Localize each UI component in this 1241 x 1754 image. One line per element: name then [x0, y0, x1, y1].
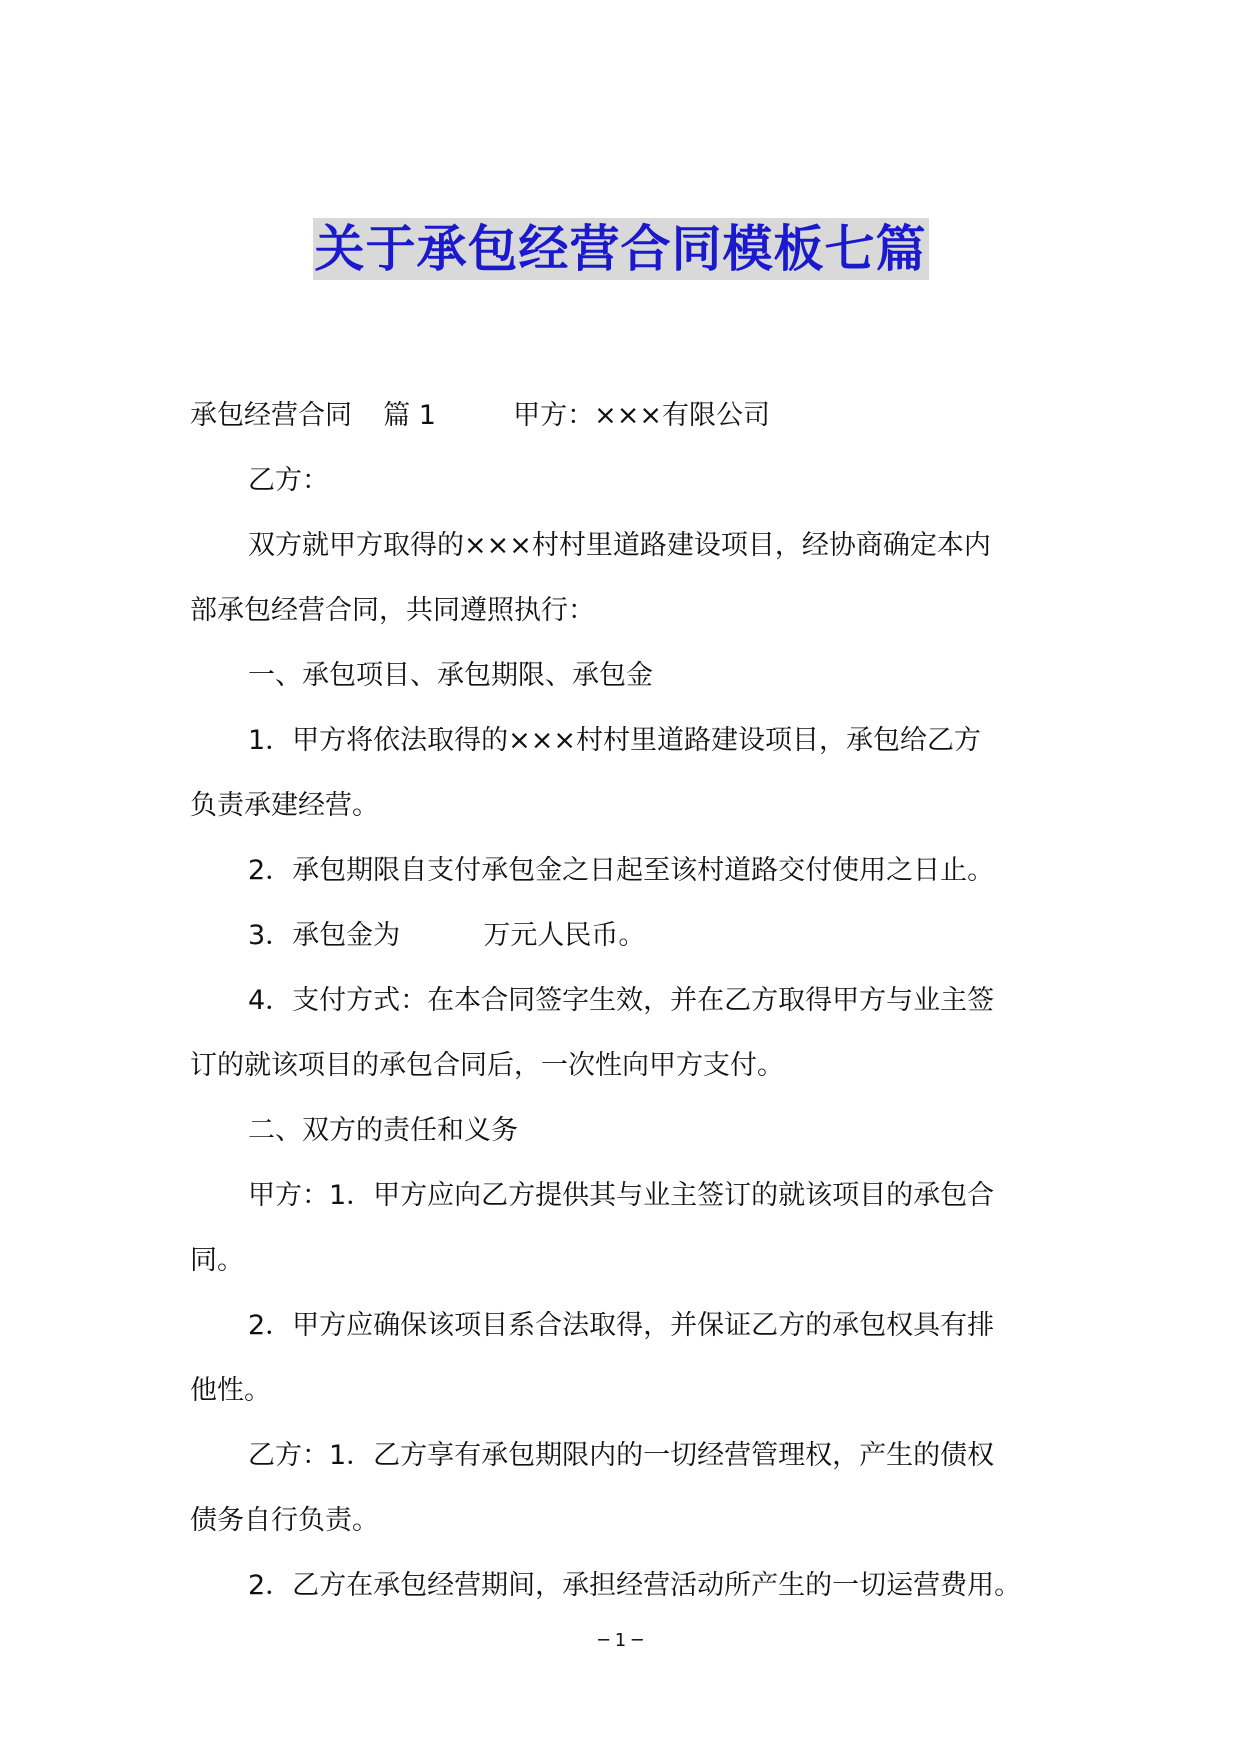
paragraph-line: 同。: [190, 1245, 244, 1276]
contract-name: 承包经营合同: [190, 400, 352, 431]
title-container: [0, 218, 1241, 280]
paragraph-line: 订的就该项目的承包合同后，一次性向甲方支付。: [190, 1050, 784, 1081]
paragraph-line: 部承包经营合同，共同遵照执行：: [190, 595, 595, 626]
party-a-line: 甲方：×××有限公司: [513, 400, 771, 431]
document-title: 关于承包经营合同模板七篇: [314, 220, 927, 278]
contract-fee-label: 3．承包金为: [248, 920, 401, 951]
paragraph-line: 甲方：1．甲方应向乙方提供其与业主签订的就该项目的承包合: [248, 1180, 995, 1211]
paragraph-line: 负责承建经营。: [190, 790, 379, 821]
paragraph-line: 双方就甲方取得的×××村村里道路建设项目，经协商确定本内: [248, 530, 991, 561]
section-heading: 二、双方的责任和义务: [248, 1115, 518, 1146]
paragraph-line: 2．承包期限自支付承包金之日起至该村道路交付使用之日止。: [248, 855, 995, 886]
contract-fee-unit: 万元人民币。: [483, 920, 646, 951]
contract-number: 篇 1: [383, 400, 436, 431]
paragraph-line: 他性。: [190, 1375, 271, 1406]
document-body: [190, 383, 1050, 1618]
paragraph-line: 1．甲方将依法取得的×××村村里道路建设项目，承包给乙方: [248, 725, 982, 756]
party-b-line: 乙方：: [248, 465, 329, 496]
paragraph-line: 2．甲方应确保该项目系合法取得，并保证乙方的承包权具有排: [248, 1310, 995, 1341]
paragraph-line: 债务自行负责。: [190, 1505, 379, 1536]
paragraph-line: 乙方：1．乙方享有承包期限内的一切经营管理权，产生的债权: [248, 1440, 995, 1471]
paragraph-line: 4．支付方式：在本合同签字生效，并在乙方取得甲方与业主签: [248, 985, 995, 1016]
contract-header-line: [190, 383, 1050, 448]
contract-fee-line: [190, 903, 1050, 968]
page-number: ─ 1 ─: [598, 1630, 643, 1651]
paragraph-line: 2．乙方在承包经营期间，承担经营活动所产生的一切运营费用。: [248, 1570, 1022, 1601]
section-heading: 一、承包项目、承包期限、承包金: [248, 660, 653, 691]
